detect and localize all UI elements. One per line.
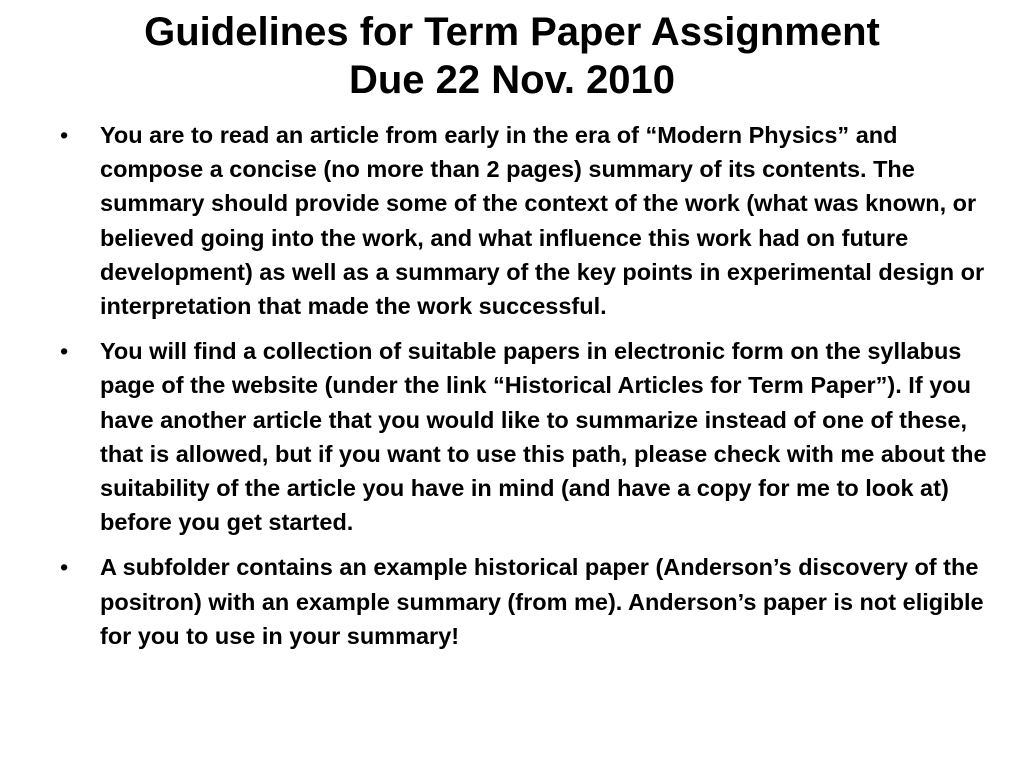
bullet-text: A subfolder contains an example historical paper (Anderson’s discovery of the positron) with an example summary (from me). Anderson’s paper is not eligible for you to use in your summary! <box>100 554 984 649</box>
bullet-icon: • <box>60 122 69 148</box>
bullet-icon: • <box>60 554 69 581</box>
bullet-item-example-paper <box>60 550 990 653</box>
bullet-item-find-papers <box>60 334 990 539</box>
bullet-list <box>60 118 990 664</box>
slide-title: Guidelines for Term Paper Assignment <box>144 10 880 54</box>
bullet-item-read-article <box>60 118 990 323</box>
slide-title-block <box>0 8 1024 104</box>
slide-subtitle-due-date: Due 22 Nov. 2010 <box>348 58 676 102</box>
bullet-icon: • <box>60 338 69 365</box>
bullet-text: You are to read an article from early in the era of “Modern Physics” and compose a concise (no more than 2 pages) summary of its contents. The summary should provide some of the context of the work (what was known, or believed going into the work, and what influence this work had on future development) as well as a summary of the key points in experimental design or interpretation that made the work successful. <box>100 122 985 320</box>
bullet-text: You will find a collection of suitable papers in electronic form on the syllabus page of the website (under the link “Historical Articles for Term Paper”). If you have another article that you would like to summarize instead of one of these, that is allowed, but if you want to use this path, please check with me about the suitability of the article you have in mind (and have a copy for me to look at) before you get started. <box>100 338 987 536</box>
